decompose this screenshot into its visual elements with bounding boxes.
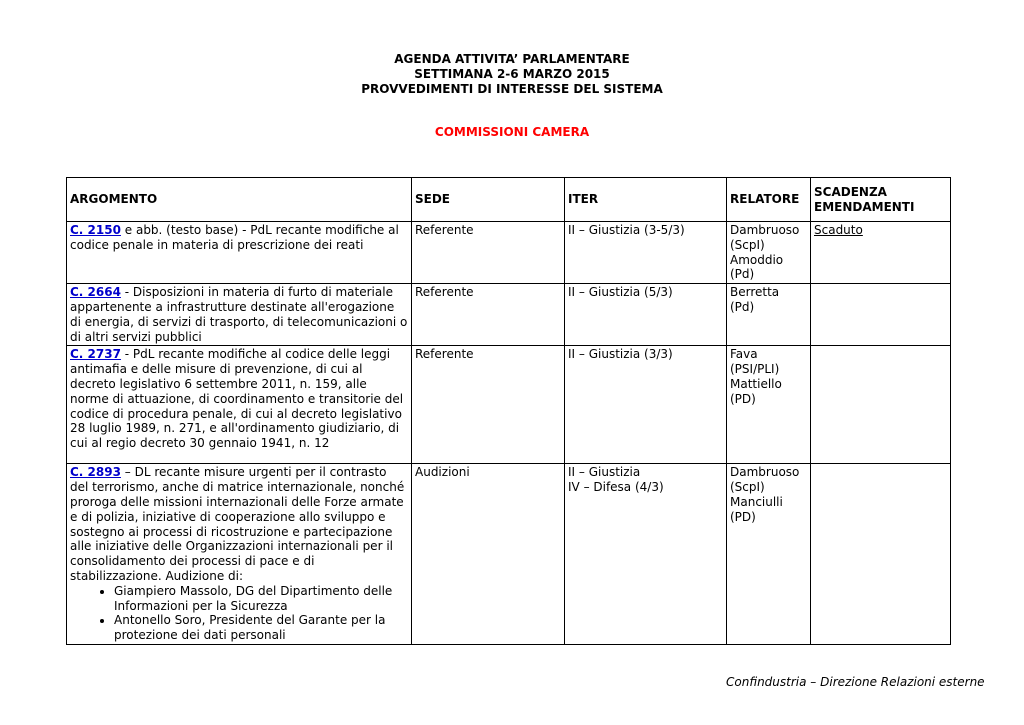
bill-link[interactable]: C. 2664 [70,285,121,300]
argomento-cell [67,222,412,284]
relatore-line: Mattiello (PD) [730,376,782,406]
iter-line: II – Giustizia (5/3) [568,285,673,300]
relatore-line: Dambruoso [730,465,800,480]
scadenza-cell [811,464,951,645]
iter-line: IV – Difesa (4/3) [568,480,664,495]
scadenza-cell [811,284,951,346]
column-header-sede: SEDE [412,178,565,222]
iter-cell [565,464,727,645]
header-title: AGENDA ATTIVITA’ PARLAMENTARE [394,52,630,66]
argomento-text: e abb. (testo base) - PdL recante modifiche al codice penale in materia di prescrizione dei reati [70,223,399,252]
agenda-table [66,177,951,645]
iter-line: II – Giustizia [568,465,641,480]
argomento-cell [67,346,412,464]
argomento-text: - Disposizioni in materia di furto di materiale appartenente a infrastrutture destinate all'erogazione di energia, di servizi di trasporto, di telecomunicazioni o di altri servizi pubblici [70,285,408,344]
iter-line: II – Giustizia (3-5/3) [568,223,685,237]
argomento-cell [67,464,412,645]
relatore-line: Amoddio (Pd) [730,252,784,282]
sede-cell: Audizioni [412,464,565,645]
header-subtitle: PROVVEDIMENTI DI INTERESSE DEL SISTEMA [361,82,663,96]
column-header-argomento: ARGOMENTO [67,178,412,222]
audizioni-list [70,584,408,643]
relatore-line: (ScpI) [730,237,765,252]
iter-cell [565,346,727,464]
table-row [67,464,951,645]
table-row [67,222,951,284]
footer-organization: Confindustria – Direzione Relazioni esterne [726,675,985,689]
relatore-cell [727,222,811,284]
relatore-cell [727,284,811,346]
relatore-cell [727,464,811,645]
relatore-line: Fava (PSI/PLI) [730,347,780,377]
column-header-iter: ITER [565,178,727,222]
relatore-line: Manciulli (PD) [730,494,783,524]
argomento-text: - PdL recante modifiche al codice delle leggi antimafia e delle misure di prevenzione, di cui al decreto legislativo 6 settembre 2011, n. 159, alle norme di attuazione, di coordinamento e transitorie del codice di procedura penale, di cui al decreto legislativo 28 luglio 1989, n. 271, e all'ordinamento giudiziario, di cui al regio decreto 30 gennaio 1941, n. 12 [70,347,404,451]
list-item: • Giampiero Massolo, DG del Dipartimento delle Informazioni per la Sicurezza [114,584,408,614]
iter-line: II – Giustizia (3/3) [568,347,673,362]
scadenza-label-2: EMENDAMENTI [814,199,915,214]
scadenza-status: Scaduto [814,223,863,237]
relatore-line: Berretta (Pd) [730,285,780,314]
table-row [67,284,951,346]
argomento-text: – DL recante misure urgenti per il contrasto del terrorismo, anche di matrice internazionale, nonché proroga delle missioni internazionali delle Forze armate e di polizia, iniziative di cooperazione allo sviluppo e sostegno ai processi di ricostruzione e partecipazione alle iniziative delle Organizzazioni internazionali per il consolidamento dei processi di pace e di stabilizzazione. Audizione di: [70,465,405,583]
sede-cell: Referente [412,222,565,284]
relatore-cell [727,346,811,464]
sede-cell: Referente [412,346,565,464]
iter-cell [565,284,727,346]
bill-link[interactable]: C. 2150 [70,223,121,237]
scadenza-cell [811,222,951,284]
document-header [0,52,1024,97]
section-title: COMMISSIONI CAMERA [434,125,590,139]
list-item: • Antonello Soro, Presidente del Garante per la protezione dei dati personali [114,613,408,643]
bill-link[interactable]: C. 2893 [70,465,121,480]
scadenza-label-1: SCADENZA [814,184,887,199]
table-row [67,346,951,464]
argomento-cell [67,284,412,346]
column-header-relatore: RELATORE [727,178,811,222]
iter-cell [565,222,727,284]
scadenza-cell [811,346,951,464]
header-week: SETTIMANA 2-6 MARZO 2015 [414,67,610,81]
column-header-scadenza [811,178,951,222]
relatore-line: Dambruoso [730,223,800,237]
bill-link[interactable]: C. 2737 [70,347,121,362]
table-header-row [67,178,951,222]
sede-cell: Referente [412,284,565,346]
relatore-line: (ScpI) [730,480,765,495]
